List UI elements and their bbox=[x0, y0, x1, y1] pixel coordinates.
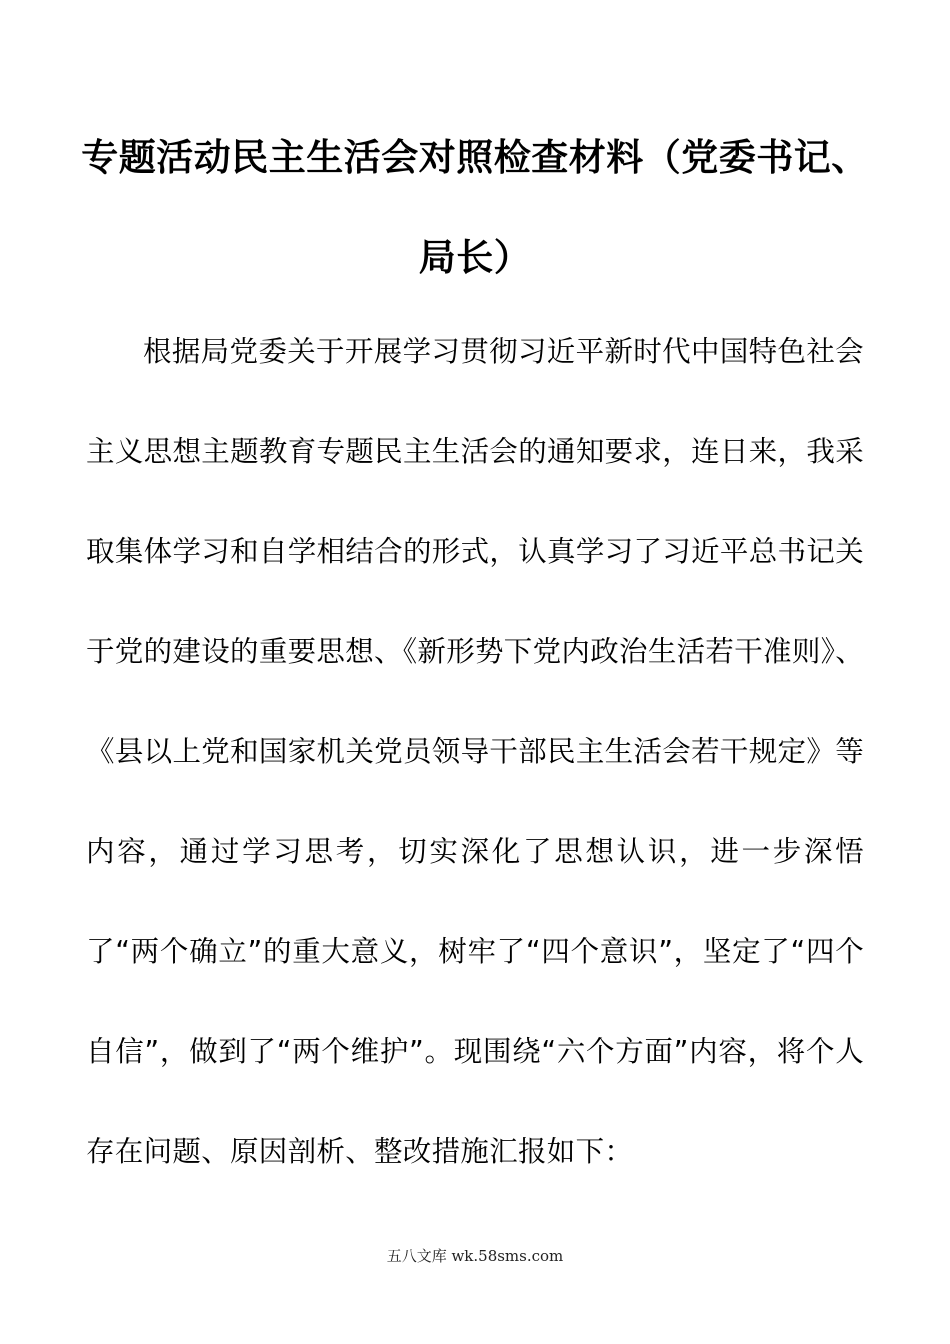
document-title: 专题活动民主生活会对照检查材料（党委书记、局长） bbox=[81, 136, 869, 279]
footer-watermark: 五八文库 wk.58sms.com bbox=[386, 1247, 564, 1265]
body-paragraph: 根据局党委关于开展学习贯彻习近平新时代中国特色社会主义思想主题教育专题民主生活会的通知要求，连日来，我采取集体学习和自学相结合的形式，认真学习了习近平总书记关于党的建设的重要思想、《新形势下党内政治生活若干准则》、《县以上党和国家机关党员领导干部民主生活会若干规定》等内容，通过学习思考，切实深化了思想认识，进一步深悟了“两个确立”的重大意义，树牢了“四个意识”，坚定了“四个自信”，做到了“两个维护”。现围绕“六个方面”内容，将个人存在问题、原因剖析、整改措施汇报如下： bbox=[86, 335, 864, 1168]
